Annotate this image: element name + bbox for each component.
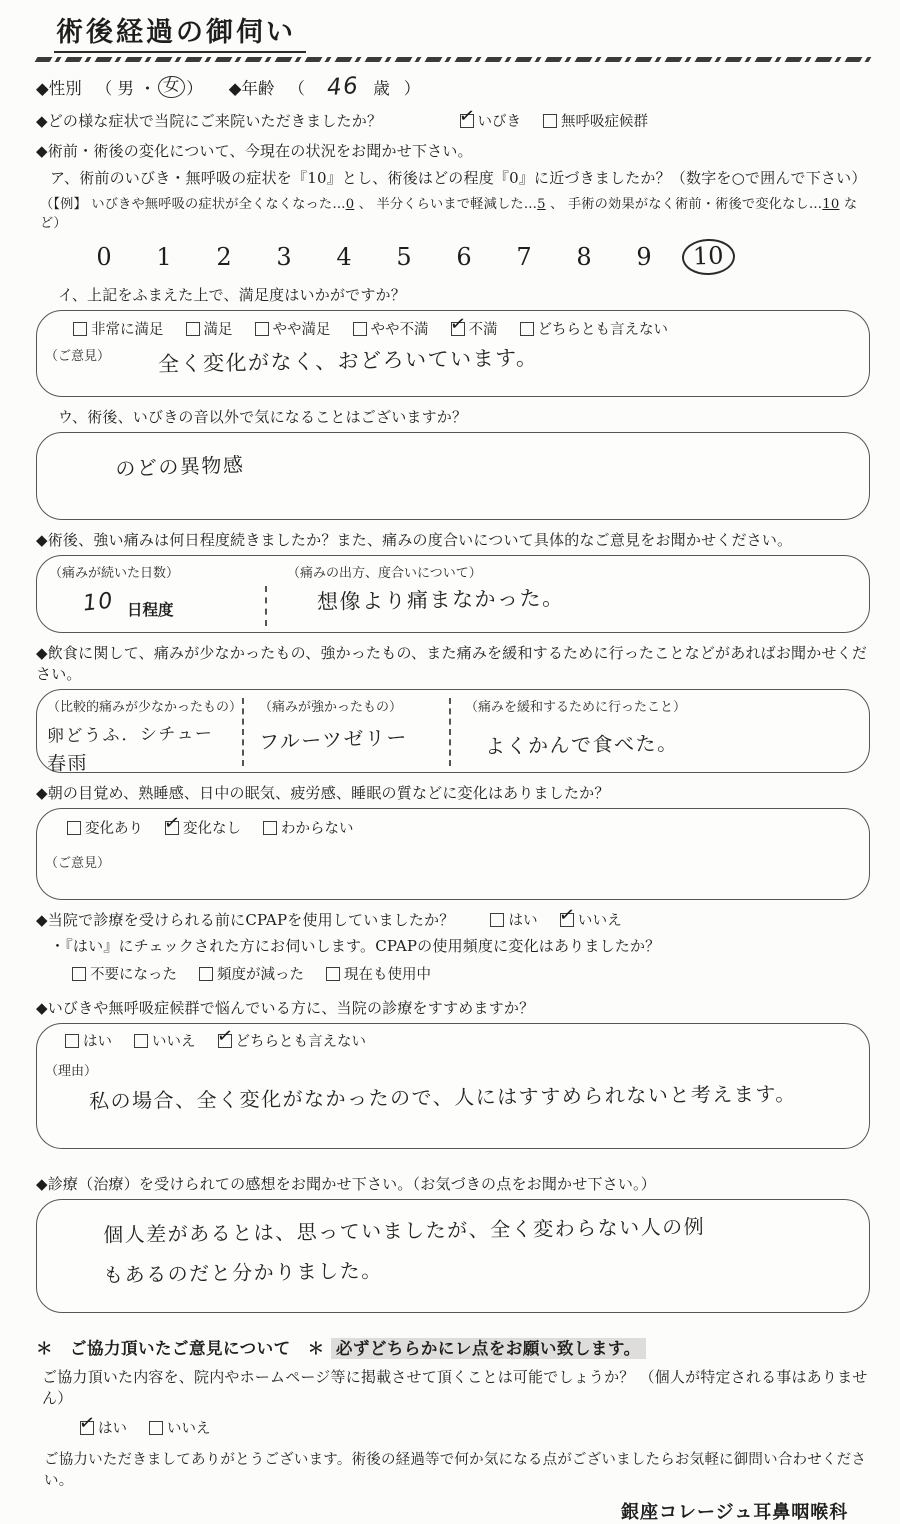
comment-label: （ご意見） [45,349,111,364]
checkbox-option [353,318,429,339]
age-paren-open: （ [288,79,305,98]
unchecked-checkbox-icon [263,821,277,835]
checkbox-option [543,110,648,131]
pain-answer-box [36,555,870,633]
concerns-answer-box [36,432,870,520]
eating-answer-handwritten: よくかんで食べた。 [484,730,679,759]
checkbox-option [560,909,622,930]
concerns-answer-handwritten: のどの異物感 [114,452,245,481]
checkbox-option [149,1417,211,1438]
checkbox-option [73,318,164,339]
checkbox-label: はい [83,1034,112,1050]
checkbox-option [72,963,177,984]
profile-row [36,74,870,100]
checkbox-option [165,817,241,838]
age-label: ◆年齢 [228,79,275,98]
recommend-reason-handwritten: 私の場合、全く変化がなかったので、人にはすすめられないと考えます。 [88,1081,797,1114]
checked-checkbox-icon [460,114,474,128]
scale-number: 4 [336,243,352,271]
thanks-note: ご協力いただきましてありがとうございます。術後の経過等で何か気になる点がございましたらお気軽に御問い合わせください。 [44,1452,867,1489]
unchecked-checkbox-icon [326,967,340,981]
scale-number: 6 [456,243,472,271]
column-divider [265,586,267,626]
recommend-question: ◆いびきや無呼吸症候群で悩んでいる方に、当院の診療をすすめますか？ [36,999,535,1017]
checkbox-option [218,1030,367,1051]
checkbox-label: 不満 [468,322,498,338]
cpap-followup-question: ・『はい』にチェックされた方にお伺いします。CPAPの使用頻度に変化はありましたか？ [50,937,661,955]
pain-days-unit: 日程度 [127,600,174,619]
dash-dot-divider [35,57,872,62]
unchecked-checkbox-icon [520,322,534,336]
scale-number: 7 [516,243,532,271]
unchecked-checkbox-icon [255,322,269,336]
example-seg: など） [40,197,858,231]
scale-number: 1 [156,243,172,271]
checkbox-label: 満足 [203,322,233,338]
checkbox-label: やや満足 [272,322,331,338]
checked-checkbox-icon [165,821,179,835]
gender-paren-close: ） [186,79,203,98]
checkbox-label: いびき [477,114,521,130]
change-example-line [40,193,870,231]
unchecked-checkbox-icon [134,1034,148,1048]
satisfaction-answer-box [36,310,870,397]
checkbox-label: いいえ [152,1034,196,1050]
sleep-options [67,817,869,838]
scale-number: 9 [636,243,652,271]
symptom-options [460,110,671,131]
example-num-5: 5 [537,197,546,212]
recommend-answer-box [36,1023,870,1149]
reason-label: （理由） [45,1064,98,1079]
impression-line1-handwritten: 個人差があるとは、思っていましたが、全く変わらない人の例 [102,1214,706,1247]
cpap-question: ◆当院で診療を受けられる前にCPAPを使用していましたか？ [36,911,455,929]
unchecked-checkbox-icon [65,1034,79,1048]
satisfaction-options [73,318,859,339]
checkbox-label: 変化あり [85,821,143,837]
checkbox-option [186,318,233,339]
pain-days-handwritten: 10 [81,588,116,617]
eating-col-relief [465,696,865,759]
eating-answer-handwritten: フルーツゼリー [258,724,409,755]
checked-checkbox-icon [218,1034,232,1048]
checkbox-option [326,963,431,984]
eating-col-label: （比較的痛みが少なかったもの） [47,700,243,715]
checkbox-option [255,318,331,339]
example-seg: 、 手術の効果がなく術前・術後で変化なし… [545,197,823,212]
scale-number-circled: 10 [681,238,735,276]
eating-answer-handwritten: 春雨 [46,751,89,776]
unchecked-checkbox-icon [543,114,557,128]
gender-options: （ 男 ・ [95,79,156,98]
checkbox-option [67,817,143,838]
example-seg: （【例】 いびきや無呼吸の症状が全くなくなった… [40,197,346,212]
consent-options [80,1417,870,1438]
checkbox-option [65,1030,112,1051]
checkbox-option [80,1417,127,1438]
checkbox-option [520,318,669,339]
pain-detail-handwritten: 想像より痛まなかった。 [316,585,565,615]
checkbox-label: どちらとも言えない [537,322,668,338]
checkbox-label: 無呼吸症候群 [561,114,648,130]
unchecked-checkbox-icon [353,322,367,336]
scale-number: 5 [396,243,412,271]
consent-heading-prefix: ＊ ご協力頂いたご意見について ＊ [36,1339,331,1358]
satisfaction-comment-handwritten: 全く変化がなく、おどろいています。 [157,345,539,377]
checkbox-label: 非常に満足 [91,322,164,338]
consent-heading-highlight: 必ずどちらかにレ点をお願い致します。 [331,1338,646,1359]
sleep-question: ◆朝の目覚め、熟睡感、日中の眠気、疲労感、睡眠の質などに変化はありましたか？ [36,784,610,802]
example-num-0: 0 [345,197,355,212]
symptom-row [36,110,870,131]
unchecked-checkbox-icon [72,967,86,981]
unchecked-checkbox-icon [490,913,504,927]
unchecked-checkbox-icon [199,967,213,981]
checkbox-label: はい [98,1421,127,1437]
checkbox-label: いいえ [577,913,622,929]
column-divider [242,698,244,766]
checkbox-label: やや不満 [370,322,429,338]
eating-col-label: （痛みを緩和するために行ったこと） [465,700,687,715]
symptom-question: ◆どの様な症状で当院にご来院いただきましたか？ [36,112,383,130]
checkbox-label: 変化なし [183,821,241,837]
unchecked-checkbox-icon [149,1421,163,1435]
scale-number: 3 [276,243,292,271]
satisfaction-question: イ、上記をふまえた上で、満足度はいかがですか？ [58,286,406,304]
checkbox-option [199,963,304,984]
column-divider [449,698,451,766]
pain-detail-label: （痛みの出方、度合いについて） [287,566,482,581]
checkbox-option [134,1030,196,1051]
page-title: 術後経過の御伺い [54,10,306,53]
cpap-row [36,909,870,930]
change-heading: ◆術前・術後の変化について、今現在の状況をお聞かせ下さい。 [36,142,473,160]
checkbox-label: 現在も使用中 [344,967,431,983]
impression-question: ◆診療（治療）を受けられての感想をお聞かせ下さい。（お気づきの点をお聞かせ下さい。） [36,1175,656,1193]
age-value-handwritten: 46 [326,72,361,102]
change-sub-question: ア、術前のいびき・無呼吸の症状を『10』とし、術後はどの程度『0』に近づきましたか？（数字を○で囲んで下さい） [50,169,867,187]
age-unit: 歳 [373,79,390,98]
cpap-followup-options [72,963,870,984]
scale-number: 2 [216,243,232,271]
pain-days-label: （痛みが続いた日数） [49,566,180,581]
unchecked-checkbox-icon [186,322,200,336]
impression-line2-handwritten: もあるのだと分かりました。 [102,1258,383,1288]
checkbox-option [263,817,354,838]
concerns-question: ウ、術後、いびきの音以外で気になることはございますか？ [58,408,468,426]
age-paren-close: ） [403,79,421,98]
consent-heading [36,1335,870,1359]
checked-checkbox-icon [451,322,465,336]
consent-question: ご協力頂いた内容を、院内やホームページ等に掲載させて頂くことは可能でしょうか？ （個人が特定される事はありません） [42,1368,868,1407]
unchecked-checkbox-icon [67,821,81,835]
example-num-10: 10 [822,197,840,212]
scale-number: 0 [96,243,112,271]
gender-selected-circle: 女 [157,75,185,98]
clinic-name: 銀座コレージュ耳鼻咽喉科 [621,1502,849,1523]
gender-label: ◆性別 [36,79,82,98]
checked-checkbox-icon [560,913,574,927]
checkbox-option [460,110,522,131]
checkbox-label: 頻度が減った [217,967,304,983]
eating-col-less-pain [46,696,243,776]
impression-answer-box [36,1199,870,1313]
unchecked-checkbox-icon [73,322,87,336]
eating-answer-box [36,689,870,776]
sleep-answer-box [36,808,870,900]
eating-question: ◆飲食に関して、痛みが少なかったもの、強かったもの、また痛みを緩和するために行ったことなどがあればお聞かせください。 [36,644,868,683]
checkbox-label: どちらとも言えない [235,1034,366,1050]
eating-col-label: （痛みが強かったもの） [259,700,403,715]
pain-question: ◆術後、強い痛みは何日程度続きましたか？また、痛みの度合いについて具体的なご意見をお聞かせください。 [36,531,793,549]
checked-checkbox-icon [80,1421,94,1435]
eating-answer-handwritten: 卵どうふ．シチュー [46,723,214,747]
rating-scale [74,239,870,275]
recommend-options [65,1030,869,1051]
eating-col-more-pain [258,696,439,755]
checkbox-label: 不要になった [90,967,177,983]
checkbox-label: いいえ [167,1421,211,1437]
scale-number: 8 [576,243,592,271]
comment-label: （ご意見） [45,856,111,871]
checkbox-option [451,318,498,339]
cpap-options [490,909,644,930]
checkbox-label: わからない [281,821,354,837]
example-seg: 、 半分くらいまで軽減した… [354,197,538,212]
checkbox-label: はい [508,913,538,929]
checkbox-option [490,909,537,930]
